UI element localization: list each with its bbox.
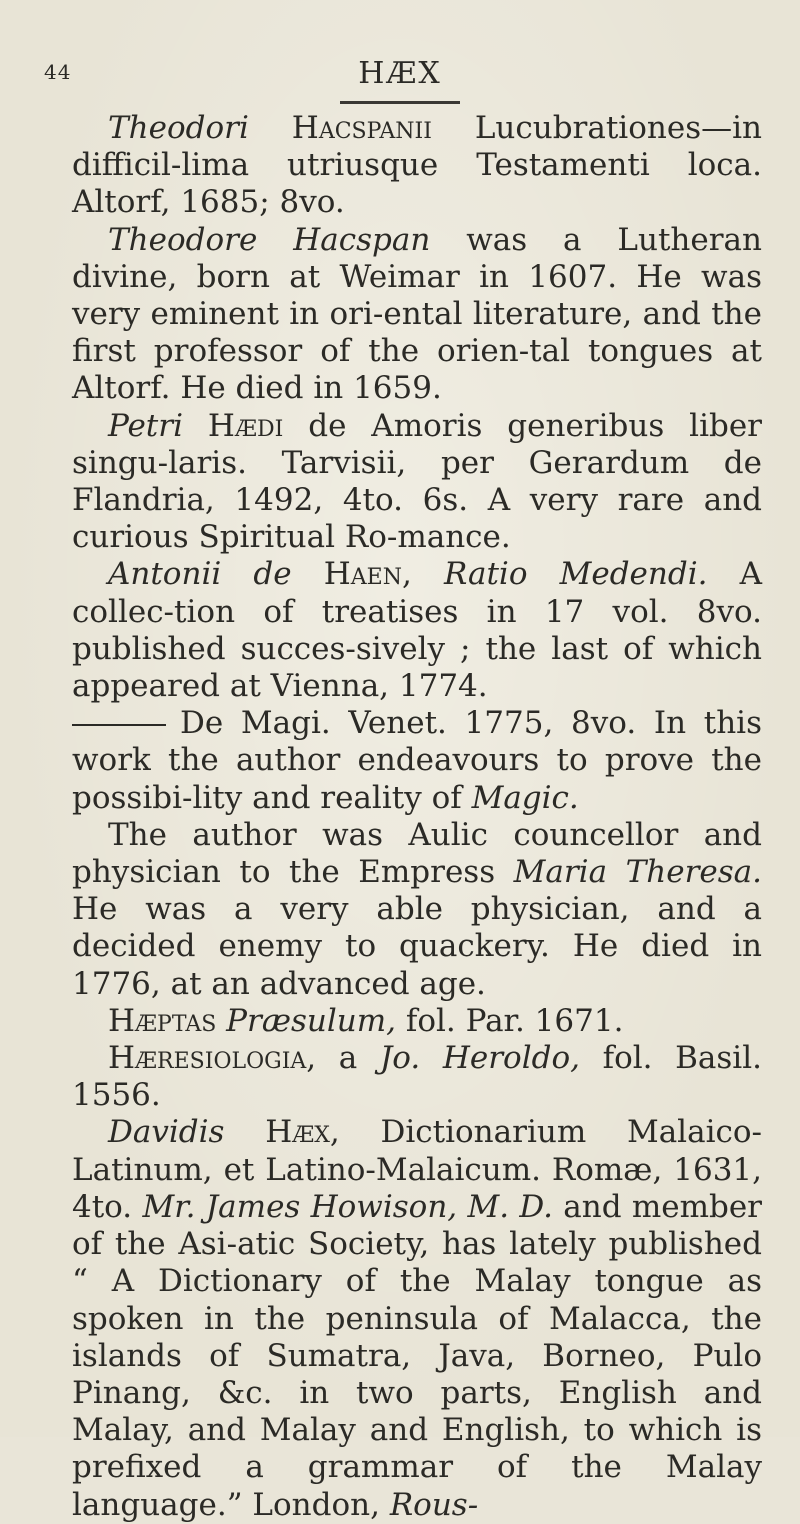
entry-text: a (338, 1040, 358, 1077)
entry-text: fol. Par. 1671. (405, 1002, 624, 1039)
entry-name: Haen, (323, 556, 412, 593)
entry-text: de Amoris generibus liber singu-laris. Tarvisii, per Gerardum de Flandria, 1492, 4to. 6s. A very rare and curious Spiritual Ro-mance. (72, 407, 762, 556)
note-italic: Maria Theresa. (513, 854, 762, 891)
entry-title: Ratio Medendi. (443, 556, 708, 593)
entry-name: Hæresiologia, (108, 1040, 317, 1077)
entry-name: Hædi (207, 407, 284, 444)
entry-title: Jo. Heroldo, (379, 1040, 580, 1077)
entry-text: Dictionarium Malaico-Latinum, et Latino-Malaicum. Romæ, 1631, 4to. (72, 1114, 762, 1225)
header-rule (340, 101, 460, 104)
entry-haen-sub (72, 705, 762, 817)
entry-italic: Magic. (471, 779, 579, 816)
page-number: 44 (44, 60, 72, 84)
note-text: was a Lutheran divine, born at Weimar in 1607. He was very eminent in ori-ental literature, and the first professor of the orien-tal tongues at Altorf. He died in 1659. (72, 221, 763, 407)
entry-text: A collec-tion of treatises in 17 vol. 8vo. published succes-sively ; the last of which appeared at Vienna, 1774. (72, 556, 763, 705)
entry-title: Præsulum, (226, 1002, 396, 1039)
entry-hacspan (72, 110, 762, 222)
entry-haeptas (72, 1003, 762, 1040)
note-hacspan (72, 222, 762, 408)
entry-name: Hæptas (108, 1002, 217, 1039)
entry-text: fol. Basil. 1556. (72, 1040, 762, 1114)
entry-author: Theodori (108, 110, 249, 146)
running-head: HÆX (358, 56, 442, 91)
entry-name: Hacspanii (291, 110, 432, 146)
entry-text: Lucubrationes—in difficil-lima utriusque Testamenti loca. Altorf, 1685; 8vo. (72, 110, 762, 221)
note-tail: Rous- (389, 1486, 479, 1523)
note-haen (72, 817, 762, 1003)
note-author: Theodore Hacspan (108, 221, 431, 258)
body-text (72, 110, 762, 1524)
entry-author: Petri (108, 407, 184, 444)
entry-text: De Magi. Venet. 1775, 8vo. In this work the author endeavours to prove the possibi-lity and reality of (72, 705, 762, 816)
note-text: The author was Aulic councellor and physician to the Empress (72, 816, 762, 891)
entry-haedi (72, 408, 762, 557)
entry-author: Antonii de (108, 556, 292, 593)
note-text: and member of the Asi-atic Society, has lately published “ A Dictionary of the Malay tongue as spoken in the peninsula of Malacca, the islands of Sumatra, Java, Borneo, Pulo Pinang, &c. in two parts, English and Malay, and Malay and English, to which is prefixed a grammar of the Malay language.” London, (72, 1188, 762, 1523)
ditto-dash (72, 724, 166, 726)
note-text: He was a very able physician, and a decided enemy to quackery. He died in 1776, at an advanced age. (72, 891, 762, 1002)
entry-haen (72, 556, 762, 705)
entry-author: Davidis (108, 1114, 225, 1151)
entry-haeresiologia (72, 1040, 762, 1114)
entry-haex (72, 1114, 762, 1523)
entry-name: Hæx, (265, 1114, 340, 1151)
note-author: Mr. James Howison, M. D. (142, 1188, 553, 1225)
